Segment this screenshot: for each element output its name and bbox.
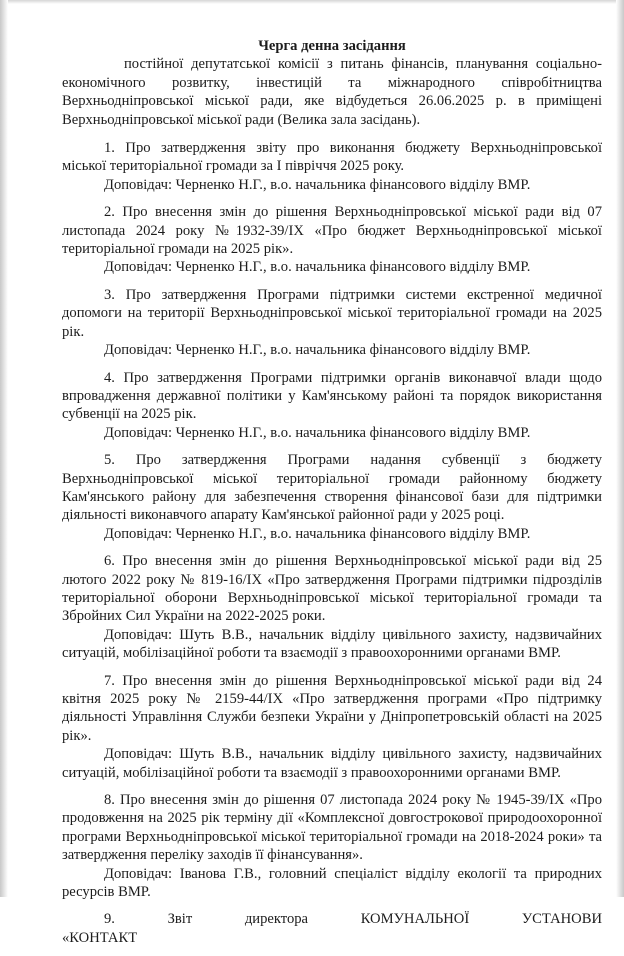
agenda-item-speaker: Доповідач: Шуть В.В., начальник відділу цивільного захисту, надзвичайних ситуацій, мобілізаційної роботи та взаємодії з правоохоронними органами ВМР.	[62, 626, 602, 662]
agenda-item-4	[62, 369, 602, 443]
agenda-item-6	[62, 552, 602, 662]
agenda-item-speaker: Доповідач: Іванова Г.В., головний спеціаліст відділу екології та природних ресурсів ВМР.	[62, 865, 602, 901]
agenda-item-2	[62, 203, 602, 277]
document-page	[62, 37, 602, 956]
agenda-item-speaker: Доповідач: Черненко Н.Г., в.о. начальника фінансового відділу ВМР.	[104, 342, 531, 359]
page-top-edge	[0, 0, 624, 4]
agenda-item-text: 2. Про внесення змін до рішення Верхньодніпровської міської ради від 07 листопада 2024 року №1932-39/ІХ «Про бюджет Верхньодніпровської міської територіальної громади на 2025 рік».	[62, 204, 602, 258]
document-title: Черга денна засідання	[258, 38, 406, 54]
agenda-item-text: 8. Про внесення змін до рішення 07 листопада 2024 року № 1945-39/ІХ «Про продовження на 2025 рік терміну дії «Комплексної довгострокової природоохоронної програми Верхньодніпровської міської територіальної громади на 2018-2024 роки» та затвердження переліку заходів її фінансування».	[62, 792, 602, 864]
agenda-item-speaker: Доповідач: Черненко Н.Г., в.о. начальника фінансового відділу ВМР.	[104, 525, 531, 542]
document-intro: постійної депутатської комісії з питань фінансів, планування соціально-економічного розвитку, інвестицій та міжнародного співробітництва Верхньодніпровської міської ради, яке відбудеться 26.06.2025 р. в приміщені Верхньодніпровської міської ради (Велика зала засідань).	[62, 56, 602, 128]
agenda-item-text: 1. Про затвердження звіту про виконання бюджету Верхньодніпровської міської територіальної громади за І півріччя 2025 року.	[62, 140, 602, 175]
agenda-item-text: 4. Про затвердження Програми підтримки органів виконавчої влади щодо впровадження державної політики у Кам'янському районі та порядок використання субвенції на 2025 рік.	[62, 369, 602, 423]
agenda-item-text: 6. Про внесення змін до рішення Верхньодніпровської міської ради від 25 лютого 2022 року № 819-16/ІХ «Про затвердження Програми підтримки підрозділів територіальної оборони Верхньодніпровської міської територіальної громади та Збройних Сил України на 2022-2025 роки.	[62, 553, 602, 625]
agenda-item-text: 3. Про затвердження Програми підтримки системи екстренної медичної допомоги на території Верхньодніпровської міської територіальної громади на 2025 рік.	[62, 286, 602, 340]
agenda-item-5	[62, 451, 602, 543]
agenda-item-text: 7. Про внесення змін до рішення Верхньодніпровської міської ради від 24 квітня 2025 року № 2159-44/ІХ «Про затвердження програми «Про підтримку діяльності Управління Служби безпеки України у Дніпропетровській області на 2025 рік».	[62, 672, 602, 744]
agenda-item-speaker: Доповідач: Черненко Н.Г., в.о. начальника фінансового відділу ВМР.	[104, 259, 531, 276]
agenda-item-3	[62, 286, 602, 360]
agenda-item-1	[62, 139, 602, 194]
agenda-item-speaker: Доповідач: Черненко Н.Г., в.о. начальника фінансового відділу ВМР.	[104, 424, 531, 441]
agenda-item-text: 9. Звіт директора КОМУНАЛЬНОЇ УСТАНОВИ «КОНТАКТ	[62, 911, 602, 946]
agenda-item-7	[62, 672, 602, 782]
agenda-item-speaker: Доповідач: Шуть В.В., начальник відділу цивільного захисту, надзвичайних ситуацій, мобілізаційної роботи та взаємодії з правоохоронними органами ВМР.	[62, 746, 602, 781]
page-left-edge	[0, 0, 8, 897]
agenda-item-speaker: Доповідач: Черненко Н.Г., в.о. начальника фінансового відділу ВМР.	[104, 176, 531, 193]
agenda-item-9	[62, 910, 602, 947]
agenda-item-8	[62, 791, 602, 901]
agenda-item-text: 5. Про затвердження Програми надання субвенції з бюджету Верхньодніпровської міської територіальної громади районному бюджету Кам'янського району для забезпечення створення фінансової бази для підтримки діяльності виконавчого апарату Кам'янської районної ради у 2025 році.	[62, 452, 602, 524]
page-right-edge	[616, 0, 624, 897]
